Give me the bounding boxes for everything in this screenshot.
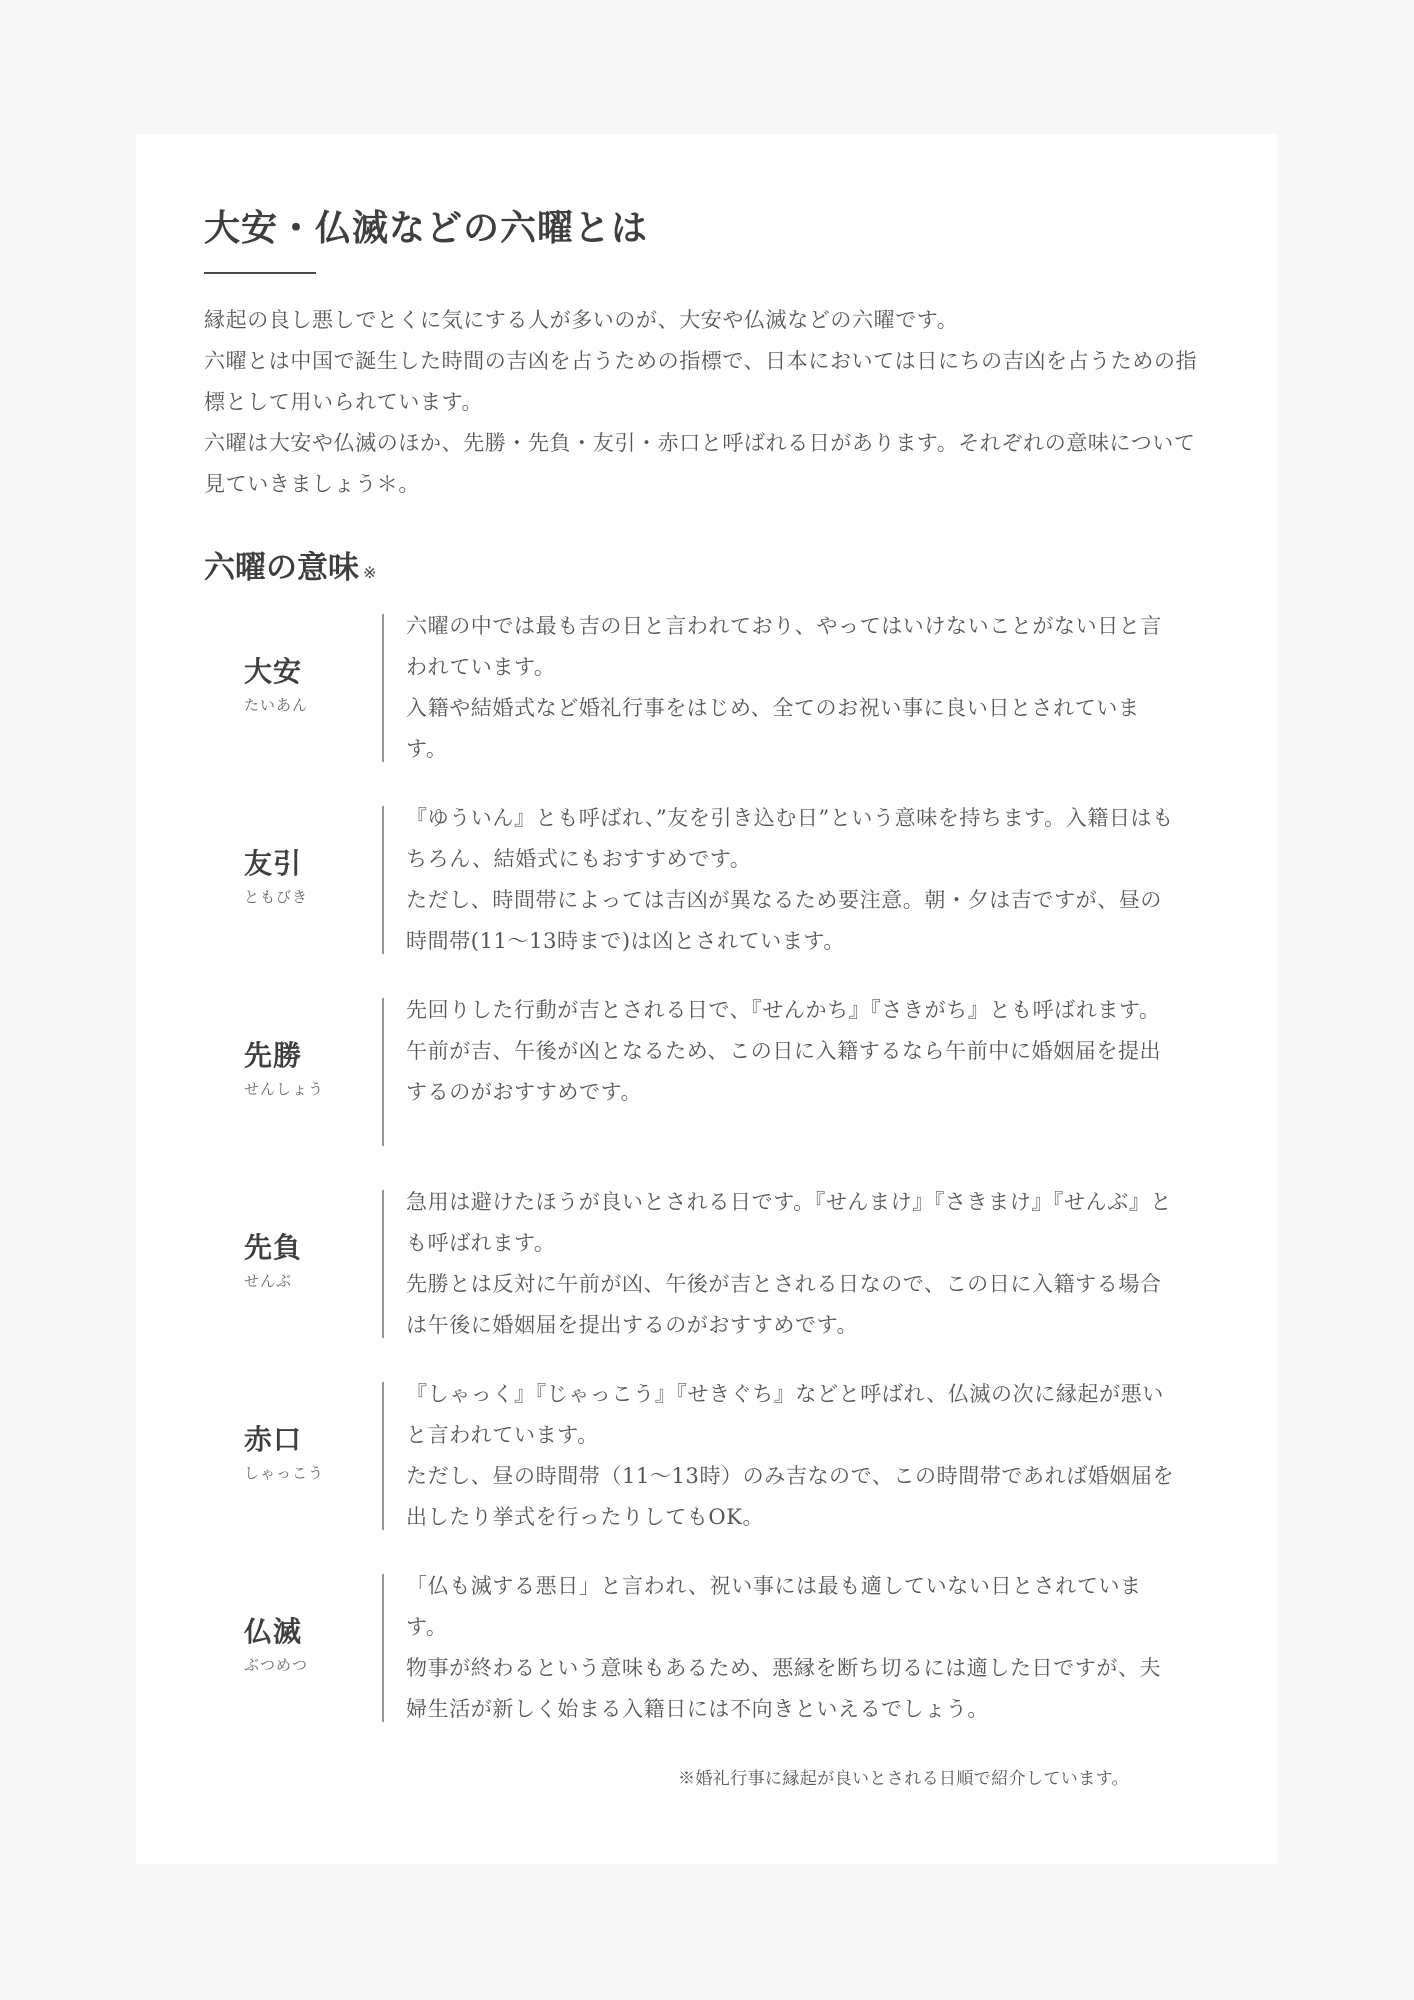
footnote: ※婚礼行事に縁起が良いとされる日順で紹介しています。 [678,1769,1130,1789]
entry-divider [382,806,384,954]
intro-text [204,300,1210,505]
rokuyo-entry-tomobiki [204,806,1210,956]
entry-description-line: ただし、時間帯によっては吉凶が異なるため要注意。朝・夕は吉ですが、昼の時間帯(11〜13時まで)は凶とされています。 [406,888,1162,953]
entry-name-block [244,1230,364,1291]
page-title: 大安・仏滅などの六曜とは [204,207,649,249]
entry-reading: せんぶ [244,1272,293,1290]
entry-description [406,606,1176,770]
entry-description-line: 入籍や結婚式など婚礼行事をはじめ、全てのお祝い事に良い日とされています。 [406,696,1140,761]
entry-description [406,1566,1176,1730]
intro-paragraph-2: 六曜とは中国で誕生した時間の吉凶を占うための指標で、日本においては日にちの吉凶を占うための指標として用いられています。 [204,349,1198,414]
entry-description-line: 先勝とは反対に午前が凶、午後が吉とされる日なので、この日に入籍する場合は午後に婚姻届を提出するのがおすすめです。 [406,1272,1162,1337]
entry-name-block [244,1038,364,1099]
entry-kanji: 赤口 [244,1423,303,1456]
entry-kanji: 先勝 [244,1039,303,1072]
title-underline [204,272,316,274]
entry-description-line: 『しゃっく』『じゃっこう』『せきぐち』などと呼ばれ、仏滅の次に縁起が悪いと言われています。 [406,1382,1164,1447]
entry-description-line: 『ゆういん』とも呼ばれ、”友を引き込む日”という意味を持ちます。入籍日はもちろん、結婚式にもおすすめです。 [406,806,1174,871]
entry-divider [382,1574,384,1722]
entry-name-block [244,1614,364,1675]
section-title-text: 六曜の意味 [204,550,359,586]
entry-kanji: 仏滅 [244,1615,303,1648]
entry-description-line: 六曜の中では最も吉の日と言われており、やってはいけないことがない日と言われています。 [406,614,1162,679]
intro-paragraph-1: 縁起の良し悪しでとくに気にする人が多いのが、大安や仏滅などの六曜です。 [204,308,959,332]
entry-description-line: 「仏も滅する悪日」と言われ、祝い事には最も適していない日とされています。 [406,1574,1142,1639]
entry-description [406,990,1176,1113]
entry-description-line: 急用は避けたほうが良いとされる日です。『せんまけ』『さきまけ』『せんぶ』とも呼ばれます。 [406,1190,1173,1255]
entry-name-block [244,846,364,907]
entry-description-line: 物事が終わるという意味もあるため、悪縁を断ち切るには適した日ですが、夫婦生活が新しく始まる入籍日には不向きといえるでしょう。 [406,1656,1162,1721]
entry-kanji: 友引 [244,847,303,880]
entry-divider [382,1190,384,1338]
entry-reading: ぶつめつ [244,1656,309,1674]
section-title [204,542,376,587]
rokuyo-entry-sensho [204,998,1210,1148]
rokuyo-entry-shakko [204,1382,1210,1532]
entry-description-line: ただし、昼の時間帯（11〜13時）のみ吉なので、この時間帯であれば婚姻届を出したり挙式を行ったりしてもOK。 [406,1464,1175,1529]
entry-description-line: 先回りした行動が吉とされる日で、『せんかち』『さきがち』とも呼ばれます。 [406,998,1161,1022]
entry-name-block [244,654,364,715]
entry-reading: せんしょう [244,1080,325,1098]
entry-description [406,1374,1176,1538]
rokuyo-entry-butsumetsu [204,1574,1210,1724]
entry-divider [382,614,384,762]
entry-description [406,1182,1176,1346]
entry-kanji: 大安 [244,655,303,688]
entry-reading: ともびき [244,888,309,906]
document-card [136,134,1278,1864]
entry-reading: たいあん [244,696,309,714]
entry-kanji: 先負 [244,1231,303,1264]
section-note-mark: ※ [363,563,377,582]
entry-description [406,798,1176,962]
entry-name-block [244,1422,364,1483]
entry-description-line: 午前が吉、午後が凶となるため、この日に入籍するなら午前中に婚姻届を提出するのがおすすめです。 [406,1039,1162,1104]
rokuyo-entry-taian [204,614,1210,764]
entry-divider [382,1382,384,1530]
rokuyo-entry-senbu [204,1190,1210,1340]
entry-divider [382,998,384,1146]
entry-reading: しゃっこう [244,1464,325,1482]
intro-paragraph-3: 六曜は大安や仏滅のほか、先勝・先負・友引・赤口と呼ばれる日があります。それぞれの意味について見ていきましょう＊。 [204,431,1196,496]
